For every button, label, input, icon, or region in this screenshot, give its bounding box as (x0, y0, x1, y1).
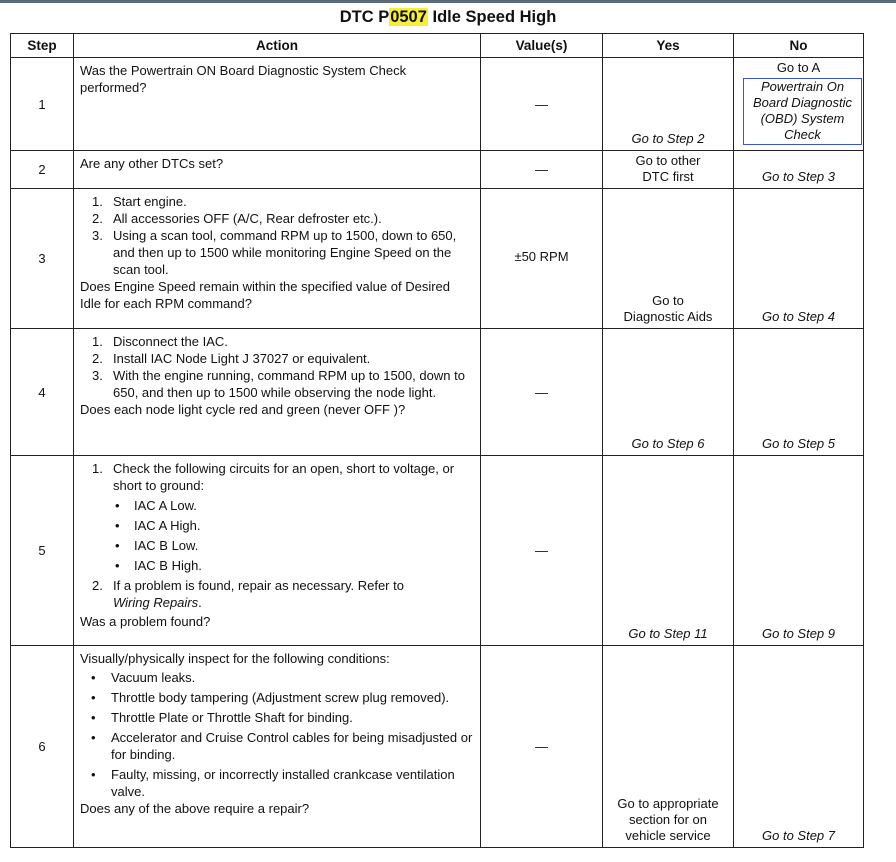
action-text: Was the Powertrain ON Board Diagnostic System Check performed? (80, 63, 407, 95)
step-number: 3 (11, 189, 74, 329)
yes-cell[interactable] (603, 646, 734, 848)
yes-line: section for on (628, 812, 708, 827)
list-item: 3. With the engine running, command RPM up to 1500, down to 650, and then up to 1500 while observing the node light. (92, 368, 465, 400)
action-question: Does each node light cycle red and green (never OFF )? (80, 402, 406, 417)
value-cell: — (481, 58, 603, 151)
list-item: 1. Start engine. (92, 194, 187, 209)
action-cell (74, 151, 481, 189)
table-row (11, 189, 864, 329)
no-cell[interactable]: Go to Step 4 (734, 189, 864, 329)
diagnostic-table (10, 33, 864, 848)
step-number: 4 (11, 329, 74, 456)
list-item: 1. Check the following circuits for an open, short to voltage, or short to ground: (92, 461, 455, 493)
title-suffix: Idle Speed High (427, 8, 557, 26)
value-cell: ±50 RPM (481, 189, 603, 329)
table-row (11, 329, 864, 456)
yes-line: Go to other (635, 153, 701, 168)
yes-cell[interactable] (603, 151, 734, 189)
action-cell (74, 189, 481, 329)
list-item: 2. If a problem is found, repair as necessary. Refer to Wiring Repairs. (92, 578, 404, 610)
action-question: Was a problem found? (80, 614, 211, 629)
obd-system-check-link[interactable]: Powertrain On Board Diagnostic (OBD) System Check (743, 78, 862, 145)
table-row (11, 646, 864, 848)
page-title (0, 8, 896, 27)
step-number: 2 (11, 151, 74, 189)
top-border (0, 0, 896, 3)
bullet-item: • Throttle Plate or Throttle Shaft for binding. (91, 710, 353, 725)
no-prefix: Go to A (776, 60, 821, 75)
bullet-item: • Accelerator and Cruise Control cables for being misadjusted or for binding. (91, 730, 473, 762)
list-item: 3. Using a scan tool, command RPM up to 1500, down to 650, and then up to 1500 while monitoring Engine Speed on the scan tool. (92, 228, 457, 277)
list-item: 1. Disconnect the IAC. (92, 334, 228, 349)
no-cell[interactable]: Go to Step 7 (734, 646, 864, 848)
value-cell: — (481, 456, 603, 646)
header-action: Action (74, 34, 481, 58)
yes-cell[interactable] (603, 189, 734, 329)
bullet-item: • Throttle body tampering (Adjustment screw plug removed). (91, 690, 450, 705)
no-cell[interactable]: Go to Step 5 (734, 329, 864, 456)
step-number: 6 (11, 646, 74, 848)
list-item: 2. Install IAC Node Light J 37027 or equivalent. (92, 351, 371, 366)
action-cell (74, 329, 481, 456)
table-row (11, 151, 864, 189)
header-yes: Yes (603, 34, 734, 58)
yes-line: DTC first (642, 169, 694, 184)
no-cell[interactable]: Go to Step 9 (734, 456, 864, 646)
yes-line: Go to appropriate (617, 796, 719, 811)
action-text: Are any other DTCs set? (80, 156, 224, 171)
action-cell (74, 58, 481, 151)
header-step: Step (11, 34, 74, 58)
action-question: Does Engine Speed remain within the specified value of Desired Idle for each RPM command? (80, 279, 450, 311)
list-item: 2. All accessories OFF (A/C, Rear defroster etc.). (92, 211, 382, 226)
dtc-code-highlight: 0507 (390, 8, 427, 26)
no-cell[interactable]: Go to Step 3 (734, 151, 864, 189)
table-header-row (11, 34, 864, 58)
title-prefix: DTC P (339, 8, 390, 26)
header-values: Value(s) (481, 34, 603, 58)
sub-bullet: • IAC B Low. (115, 538, 199, 553)
action-cell (74, 646, 481, 848)
table-row (11, 456, 864, 646)
yes-line: vehicle service (625, 828, 711, 843)
action-intro: Visually/physically inspect for the following conditions: (80, 651, 390, 666)
yes-line: Diagnostic Aids (623, 309, 713, 324)
yes-cell[interactable]: Go to Step 6 (603, 329, 734, 456)
bullet-item: • Vacuum leaks. (91, 670, 196, 685)
sub-bullet: • IAC A Low. (115, 498, 197, 513)
bullet-item: • Faulty, missing, or incorrectly installed crankcase ventilation valve. (91, 767, 455, 799)
yes-line: Go to (652, 293, 684, 308)
wiring-repairs-link[interactable]: Wiring Repairs (113, 595, 199, 610)
action-cell (74, 456, 481, 646)
header-no: No (734, 34, 864, 58)
no-cell (734, 58, 864, 151)
sub-bullet: • IAC B High. (115, 558, 202, 573)
yes-cell[interactable]: Go to Step 11 (603, 456, 734, 646)
value-cell: — (481, 329, 603, 456)
table-row (11, 58, 864, 151)
step-number: 1 (11, 58, 74, 151)
step-number: 5 (11, 456, 74, 646)
value-cell: — (481, 151, 603, 189)
sub-bullet: • IAC A High. (115, 518, 201, 533)
yes-cell[interactable]: Go to Step 2 (603, 58, 734, 151)
value-cell: — (481, 646, 603, 848)
action-question: Does any of the above require a repair? (80, 801, 310, 816)
